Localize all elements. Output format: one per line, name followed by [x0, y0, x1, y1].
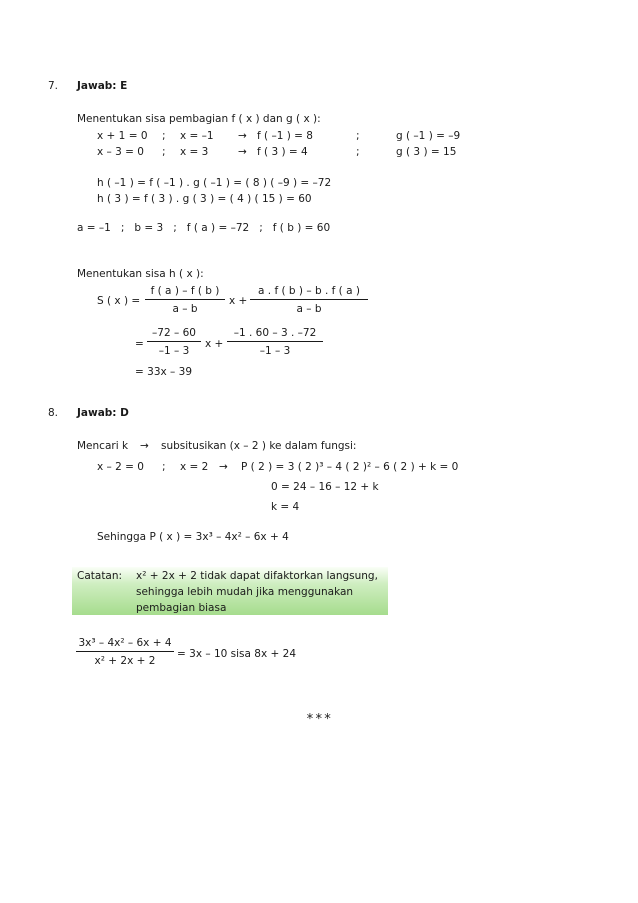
q8-row-val: x = 2: [180, 461, 209, 473]
q7-row1-eq: x + 1 = 0: [97, 130, 148, 142]
q7-row2-eq: x – 3 = 0: [97, 146, 144, 158]
q7-frac3-den: –1 – 3: [158, 345, 190, 357]
q7-row2-semi2: ;: [356, 146, 360, 158]
q7-fraction-1: [145, 285, 225, 315]
q7-intro: Menentukan sisa pembagian f ( x ) dan g ( x ):: [77, 113, 321, 125]
question-8-number: 8.: [48, 407, 59, 419]
q7-row2-f: f ( 3 ) = 4: [257, 146, 308, 158]
q8-line2: 0 = 24 – 16 – 12 + k: [271, 481, 379, 493]
q7-frac4-num: –1 . 60 – 3 . –72: [233, 327, 317, 339]
note-line-1: x² + 2x + 2 tidak dapat difaktorkan langsung,: [136, 570, 378, 582]
q7-row2-semi: ;: [162, 146, 166, 158]
q7-row1-val: x = –1: [180, 130, 214, 142]
note-line-2: sehingga lebih mudah jika menggunakan: [136, 586, 354, 598]
q7-frac4-den: –1 – 3: [259, 345, 291, 357]
q7-frac2-den: a – b: [296, 303, 322, 315]
q7-row2-arrow-icon: →: [238, 146, 247, 158]
question-7-answer: Jawab: E: [77, 80, 128, 92]
note-label: Catatan:: [77, 570, 123, 582]
q8-row-arrow-icon: →: [219, 461, 228, 473]
q7-x-plus: x +: [229, 295, 248, 307]
q8-intro-arrow-icon: →: [140, 440, 149, 452]
q7-h2: h ( 3 ) = f ( 3 ) . g ( 3 ) = ( 4 ) ( 15 ) = 60: [97, 193, 312, 205]
q8-intro-a: Mencari k: [77, 440, 129, 452]
q7-row2-g: g ( 3 ) = 15: [396, 146, 457, 158]
q7-row2-val: x = 3: [180, 146, 209, 158]
q8-div-num: 3x³ – 4x² – 6x + 4: [78, 637, 172, 649]
q8-row-semi: ;: [162, 461, 166, 473]
q8-sehingga: Sehingga P ( x ) = 3x³ – 4x² – 6x + 4: [97, 531, 289, 543]
q7-frac1-num: f ( a ) – f ( b ): [150, 285, 220, 297]
q7-row1-f: f ( –1 ) = 8: [257, 130, 313, 142]
q8-intro-b: subsitusikan (x – 2 ) ke dalam fungsi:: [161, 440, 357, 452]
q8-line3: k = 4: [271, 501, 300, 513]
q7-row1-arrow-icon: →: [238, 130, 247, 142]
q7-fraction-2: [250, 285, 368, 315]
q7-fraction-3: [147, 327, 201, 357]
q7-result: = 33x – 39: [135, 366, 192, 378]
q8-div-result: = 3x – 10 sisa 8x + 24: [177, 648, 297, 660]
q8-div-den: x² + 2x + 2: [94, 655, 156, 667]
q7-eq-sign: =: [135, 338, 144, 350]
q7-frac3-num: –72 – 60: [152, 327, 196, 339]
q8-row-eq: x – 2 = 0: [97, 461, 144, 473]
q7-summary: a = –1 ; b = 3 ; f ( a ) = –72 ; f ( b ) = 60: [77, 222, 331, 234]
question-8-answer: Jawab: D: [77, 407, 129, 419]
end-stars: ***: [306, 712, 333, 727]
q7-row1-g: g ( –1 ) = –9: [396, 130, 461, 142]
q8-division-fraction: [76, 637, 174, 667]
q7-frac1-den: a – b: [172, 303, 198, 315]
q7-row1-semi: ;: [162, 130, 166, 142]
note-line-3: pembagian biasa: [136, 602, 227, 614]
q7-s-lhs: S ( x ) =: [97, 295, 141, 307]
q8-row-p: P ( 2 ) = 3 ( 2 )³ – 4 ( 2 )² – 6 ( 2 ) + k = 0: [241, 461, 459, 473]
q7-sisa-intro: Menentukan sisa h ( x ):: [77, 268, 204, 280]
q7-x-plus-2: x +: [205, 338, 224, 350]
q7-fraction-4: [227, 327, 323, 357]
question-7-number: 7.: [48, 80, 59, 92]
q7-h1: h ( –1 ) = f ( –1 ) . g ( –1 ) = ( 8 ) ( –9 ) = –72: [97, 177, 332, 189]
q7-row1-semi2: ;: [356, 130, 360, 142]
q7-frac2-num: a . f ( b ) – b . f ( a ): [258, 285, 360, 297]
